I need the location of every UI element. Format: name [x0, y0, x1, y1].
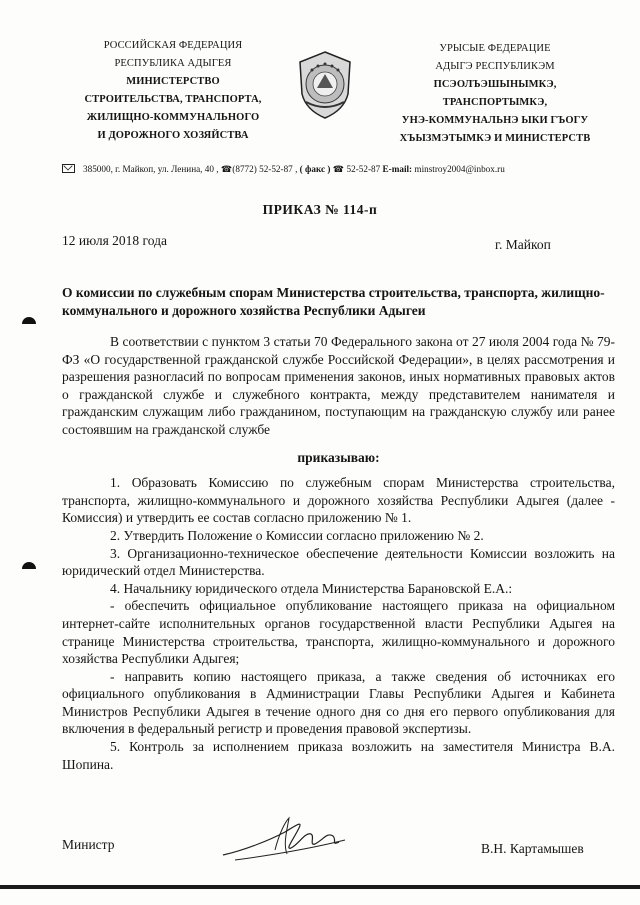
signature-name: В.Н. Картамышев [481, 841, 584, 856]
header-right-line: УРЫСЫЕ ФЕДЕРАЦИЕ [439, 43, 551, 54]
header-left-line: СТРОИТЕЛЬСТВА, ТРАНСПОРТА, [84, 94, 262, 105]
item-4: 4. Начальнику юридического отдела Министерства Барановской Е.А.: [110, 580, 513, 596]
decree-word: приказываю: [297, 449, 380, 465]
envelope-icon [62, 164, 75, 173]
header-left-line: И ДОРОЖНОГО ХОЗЯЙСТВА [97, 130, 249, 141]
signature-role: Министр [62, 837, 115, 852]
fax: ☎ 52-52-87 [332, 164, 381, 174]
item-1: 1. Образовать Комиссию по служебным спорам Министерства строительства, транспорта, жилищно-коммунального и дорожного хозяйства Республики Адыгея (далее - Комиссия) и утвердить ее состав согласно приложению № 1. [62, 475, 615, 526]
phone: ☎(8772) 52-52-87 , [220, 164, 298, 174]
fax-label: ( факс ) [299, 164, 331, 174]
address: 385000, г. Майкоп, ул. Ленина, 40 , [83, 164, 219, 174]
header-right-line: ТРАНСПОРТЫМКЭ, [442, 97, 548, 108]
header-right [365, 40, 625, 148]
order-body [62, 333, 615, 773]
contact-line [62, 164, 622, 175]
order-title: ПРИКАЗ № 114-п [262, 202, 378, 217]
hole-punch-mark [22, 317, 36, 324]
preamble: В соответствии с пунктом 3 статьи 70 Федерального закона от 27 июля 2004 года № 79-ФЗ «О государственной гражданской службе Российской Федерации», в целях рассмотрения и разрешения разногласий по вопросам применения законов, иных нормативных правовых актов о гражданской службе и служебного контракта, между представителем нанимателя и гражданским служащим либо гражданином, поступающим на гражданскую службу или ранее состоявшим на гражданской службе [62, 334, 615, 437]
header-left-line: РЕСПУБЛИКА АДЫГЕЯ [114, 58, 232, 69]
emblem-icon [296, 50, 354, 120]
header-right-line: ХЪЫЗМЭТЫМКЭ И МИНИСТЕРСТВ [399, 133, 591, 144]
header-left-line: ЖИЛИЩНО-КОММУНАЛЬНОГО [86, 112, 260, 123]
hole-punch-mark [22, 562, 36, 569]
header-right-line: УНЭ-КОММУНАЛЬНЭ ЫКИ ГЪОГУ [401, 115, 589, 126]
order-subject: О комиссии по служебным спорам Министерства строительства, транспорта, жилищно-коммунального и дорожного хозяйства Республики Адыгеи [62, 285, 605, 318]
header-left-line: РОССИЙСКАЯ ФЕДЕРАЦИЯ [103, 40, 243, 51]
header-right-line: АДЫГЭ РЕСПУБЛИКЭМ [435, 61, 555, 72]
item-3: 3. Организационно-техническое обеспечение деятельности Комиссии возложить на юридический отдел Министерства. [62, 545, 615, 579]
item-4b: - направить копию настоящего приказа, а также сведения об источниках его официального опубликования в Администрации Главы Республики Адыгея и Кабинета Министров Республики Адыгея в течение одного дня со дня его первого опубликования для включения в федеральный регистр и проведения правовой экспертизы. [62, 668, 615, 737]
item-5: 5. Контроль за исполнением приказа возложить на заместителя Министра В.А. Шопина. [62, 739, 615, 772]
email: minstroy2004@inbox.ru [414, 164, 505, 174]
email-label: E-mail: [382, 164, 413, 174]
item-4a: - обеспечить официальное опубликование настоящего приказа на официальном интернет-сайте исполнительных органов государственной власти Республики Адыгея на странице Министерства строительства, транспорта, жилищно-коммунального и дорожного хозяйства Республики Адыгея; [62, 598, 615, 667]
handwritten-signature [215, 810, 355, 870]
bottom-divider [0, 885, 640, 889]
order-city: г. Майкоп [495, 237, 551, 252]
item-2: 2. Утвердить Положение о Комиссии согласно приложению № 2. [110, 527, 484, 543]
header-left-line: МИНИСТЕРСТВО [126, 76, 220, 87]
order-date: 12 июля 2018 года [62, 233, 167, 248]
header-left [68, 37, 278, 145]
header-right-line: ПСЭОЛЪЭШЫНЫМКЭ, [433, 79, 557, 90]
